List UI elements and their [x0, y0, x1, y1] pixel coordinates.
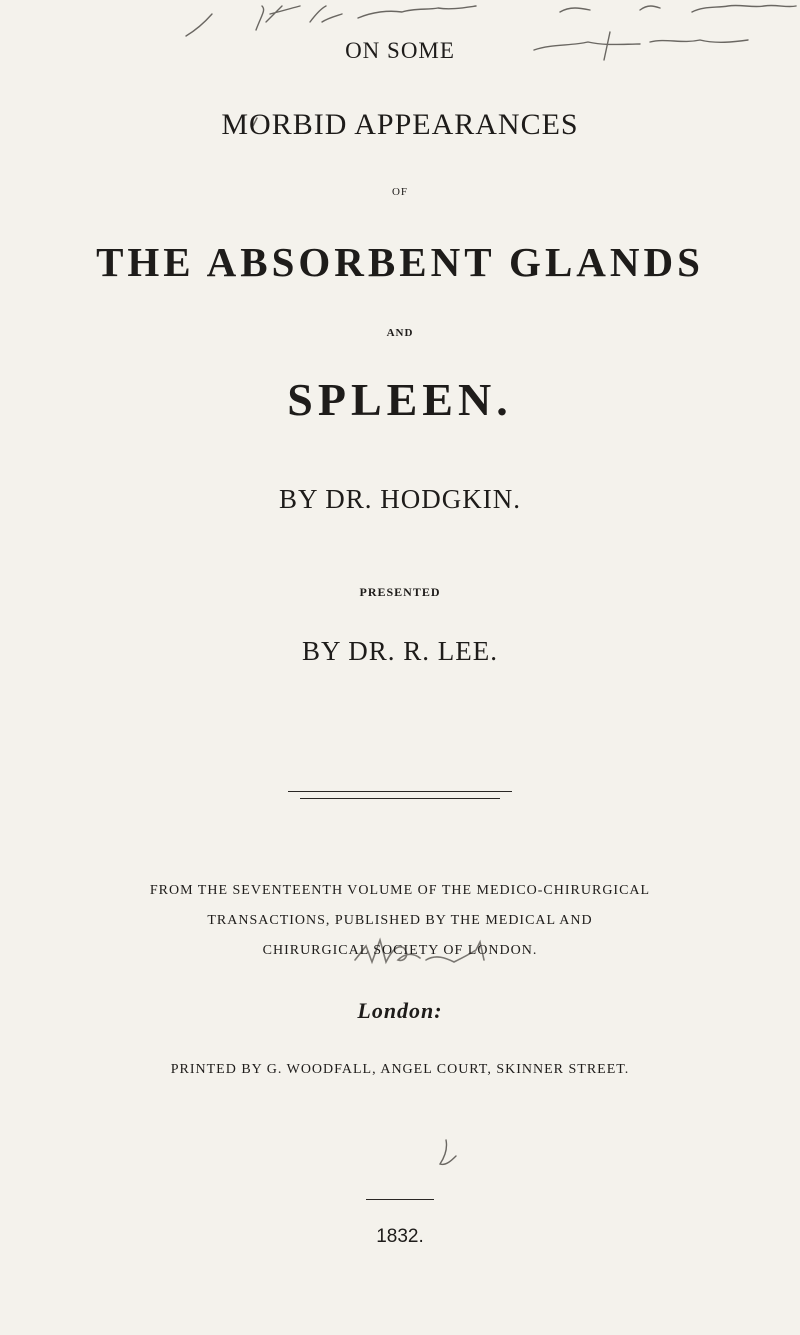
handwriting-stroke	[186, 14, 212, 36]
divider-rule	[288, 791, 512, 792]
title-line-absorbent-glands: THE ABSORBENT GLANDS	[96, 239, 704, 285]
source-note-line: TRANSACTIONS, PUBLISHED BY THE MEDICAL AND	[207, 913, 593, 928]
handwriting-stroke	[256, 6, 300, 30]
year-rule	[366, 1199, 434, 1200]
author-line: BY DR. HODGKIN.	[279, 484, 521, 514]
source-note	[0, 876, 800, 966]
title-line-of: OF	[391, 186, 409, 198]
publication-year: 1832.	[376, 1226, 424, 1247]
handwriting-stroke	[440, 1140, 456, 1164]
presented-label: PRESENTED	[359, 585, 441, 599]
title-line-on-some: ON SOME	[345, 38, 455, 63]
title-line-morbid-appearances: MORBID APPEARANCES	[221, 108, 579, 141]
printer-line: PRINTED BY G. WOODFALL, ANGEL COURT, SKINNER STREET.	[170, 1062, 630, 1077]
source-note-line: FROM THE SEVENTEENTH VOLUME OF THE MEDICO-CHIRURGICAL	[149, 883, 651, 898]
source-note-line: CHIRURGICAL SOCIETY OF LONDON.	[262, 943, 538, 958]
handwriting-stroke	[310, 6, 342, 22]
presenter-line: BY DR. R. LEE.	[302, 636, 498, 666]
handwriting-stroke	[692, 5, 796, 12]
imprint-city: London:	[357, 998, 443, 1023]
title-line-spleen: SPLEEN.	[287, 374, 513, 425]
handwriting-stroke	[560, 6, 660, 12]
title-line-and: AND	[386, 327, 414, 339]
divider-rule-thin	[300, 798, 500, 799]
handwriting-stroke	[358, 6, 476, 18]
